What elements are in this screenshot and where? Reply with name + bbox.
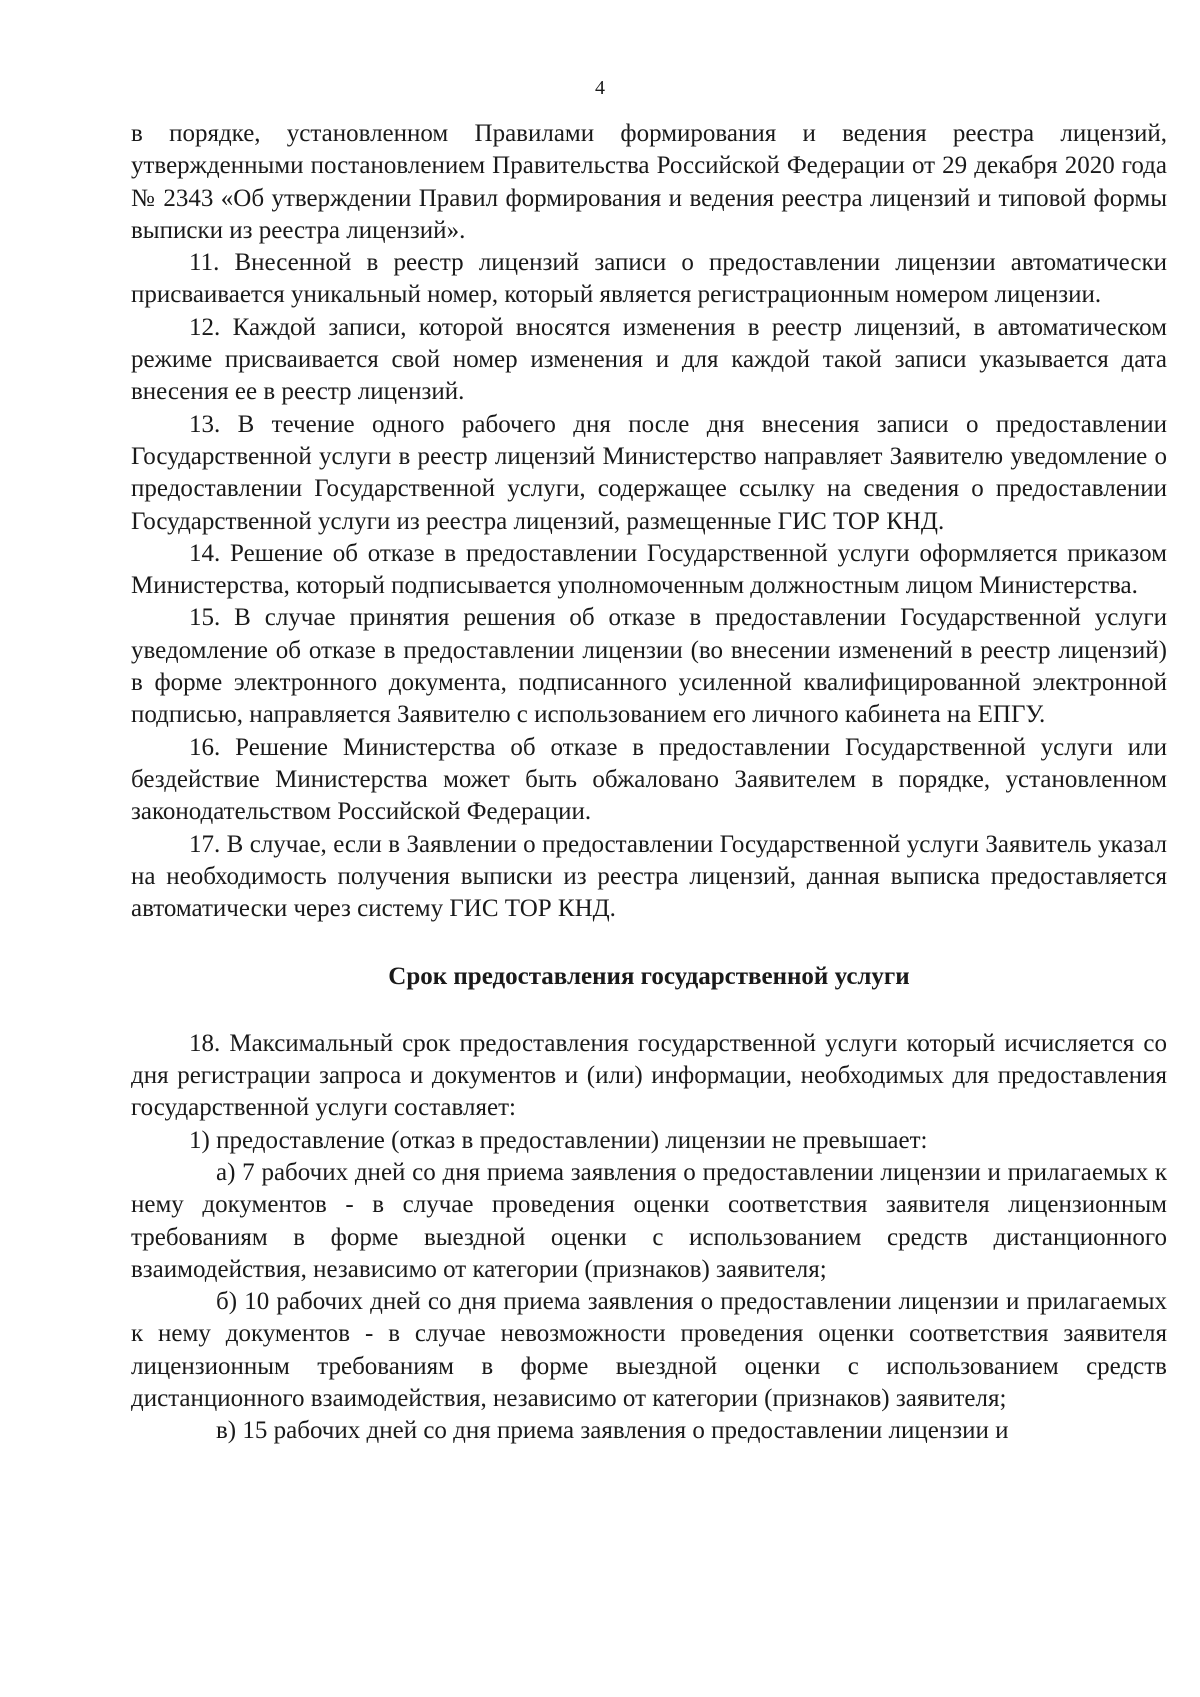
page-number: 4 [595, 77, 605, 99]
paragraph-13: 13. В течение одного рабочего дня после дня внесения записи о предоставлении Государственной услуги в реестр лицензий Министерство направляет Заявителю уведомление о предоставлении Государственной услуги, содержащее ссылку на сведения о предоставлении Государственной услуги из реестра лицензий, размещенные ГИС ТОР КНД. [131, 410, 1167, 535]
document-body [131, 118, 1167, 1448]
paragraph-continuation: в порядке, установленном Правилами формирования и ведения реестра лицензий, утвержденными постановлением Правительства Российской Федерации от 29 декабря 2020 года № 2343 «Об утверждении Правил формирования и ведения реестра лицензий и типовой формы выписки из реестра лицензий». [131, 120, 1167, 244]
list-item-1: 1) предоставление (отказ в предоставлении) лицензии не превышает: [189, 1126, 928, 1154]
list-item-a: а) 7 рабочих дней со дня приема заявления о предоставлении лицензии и прилагаемых к нему документов - в случае проведения оценки соответствия заявителя лицензионным требованиям в форме выездной оценки с использованием средств дистанционного взаимодействия, независимо от категории (признаков) заявителя; [131, 1158, 1167, 1283]
paragraph-12: 12. Каждой записи, которой вносятся изменения в реестр лицензий, в автоматическом режиме присваивается свой номер изменения и для каждой такой записи указывается дата внесения ее в реестр лицензий. [131, 313, 1167, 406]
list-item-b: б) 10 рабочих дней со дня приема заявления о предоставлении лицензии и прилагаемых к нему документов - в случае невозможности проведения оценки соответствия заявителя лицензионным требованиям в форме выездной оценки с использованием средств дистанционного взаимодействия, независимо от категории (признаков) заявителя; [131, 1288, 1167, 1412]
paragraph-11: 11. Внесенной в реестр лицензий записи о предоставлении лицензии автоматически присваивается уникальный номер, который является регистрационным номером лицензии. [131, 249, 1167, 309]
paragraph-14: 14. Решение об отказе в предоставлении Государственной услуги оформляется приказом Министерства, который подписывается уполномоченным должностным лицом Министерства. [131, 539, 1167, 600]
paragraph-17: 17. В случае, если в Заявлении о предоставлении Государственной услуги Заявитель указал на необходимость получения выписки из реестра лицензий, данная выписка предоставляется автоматически через систему ГИС ТОР КНД. [131, 830, 1167, 923]
paragraph-16: 16. Решение Министерства об отказе в предоставлении Государственной услуги или бездействие Министерства может быть обжаловано Заявителем в порядке, установленном законодательством Российской Федерации. [131, 733, 1167, 826]
paragraph-15: 15. В случае принятия решения об отказе в предоставлении Государственной услуги уведомление об отказе в предоставлении лицензии (во внесении изменений в реестр лицензий) в форме электронного документа, подписанного усиленной квалифицированной электронной подписью, направляется Заявителю с использованием его личного кабинета на ЕПГУ. [131, 604, 1167, 729]
paragraph-18: 18. Максимальный срок предоставления государственной услуги который исчисляется со дня регистрации запроса и документов и (или) информации, необходимых для предоставления государственной услуги составляет: [131, 1029, 1167, 1122]
list-item-c: в) 15 рабочих дней со дня приема заявления о предоставлении лицензии и [216, 1417, 1009, 1445]
section-heading: Срок предоставления государственной услуги [388, 963, 910, 991]
